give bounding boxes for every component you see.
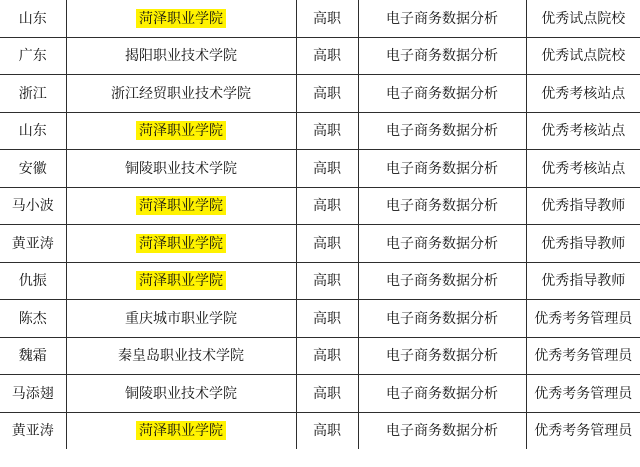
cell-award bbox=[526, 262, 640, 300]
cell-award bbox=[526, 337, 640, 375]
cell-province-or-person bbox=[0, 187, 66, 225]
cell-competition-text: 电子商务数据分析 bbox=[386, 422, 498, 439]
table-row bbox=[0, 75, 640, 113]
cell-award-text: 优秀指导教师 bbox=[541, 234, 626, 251]
cell-institution bbox=[66, 0, 296, 37]
cell-level-text: 高职 bbox=[313, 9, 341, 26]
cell-level bbox=[296, 412, 358, 449]
cell-award bbox=[526, 75, 640, 113]
cell-level bbox=[296, 375, 358, 413]
cell-competition bbox=[358, 0, 526, 37]
cell-level-text: 高职 bbox=[313, 347, 341, 364]
cell-award bbox=[526, 300, 640, 338]
cell-level-text: 高职 bbox=[313, 47, 341, 64]
cell-level-text: 高职 bbox=[313, 159, 341, 176]
cell-province-or-person-text: 山东 bbox=[18, 122, 47, 139]
cell-institution bbox=[66, 187, 296, 225]
cell-competition bbox=[358, 37, 526, 75]
cell-award-text: 优秀指导教师 bbox=[541, 272, 626, 289]
cell-competition bbox=[358, 262, 526, 300]
cell-institution-text: 菏泽职业学院 bbox=[136, 121, 226, 140]
cell-award bbox=[526, 150, 640, 188]
cell-institution bbox=[66, 75, 296, 113]
cell-institution bbox=[66, 150, 296, 188]
cell-institution-text: 菏泽职业学院 bbox=[136, 234, 226, 253]
cell-award bbox=[526, 0, 640, 37]
cell-level bbox=[296, 187, 358, 225]
cell-institution bbox=[66, 337, 296, 375]
cell-level bbox=[296, 112, 358, 150]
cell-institution bbox=[66, 225, 296, 263]
cell-award bbox=[526, 412, 640, 449]
cell-competition-text: 电子商务数据分析 bbox=[386, 272, 498, 289]
cell-competition bbox=[358, 412, 526, 449]
cell-competition-text: 电子商务数据分析 bbox=[386, 384, 498, 401]
table-row bbox=[0, 112, 640, 150]
cell-province-or-person bbox=[0, 375, 66, 413]
cell-award-text: 优秀试点院校 bbox=[541, 9, 626, 26]
table-row bbox=[0, 262, 640, 300]
cell-province-or-person-text: 陈杰 bbox=[18, 309, 47, 326]
cell-award-text: 优秀指导教师 bbox=[541, 197, 626, 214]
table-row bbox=[0, 150, 640, 188]
cell-level-text: 高职 bbox=[313, 84, 341, 101]
cell-province-or-person bbox=[0, 262, 66, 300]
cell-award-text: 优秀试点院校 bbox=[541, 47, 626, 64]
cell-award-text: 优秀考务管理员 bbox=[534, 347, 633, 364]
cell-award bbox=[526, 112, 640, 150]
cell-province-or-person-text: 安徽 bbox=[18, 159, 47, 176]
cell-institution-text: 菏泽职业学院 bbox=[136, 421, 226, 440]
cell-institution-text: 浙江经贸职业技术学院 bbox=[111, 84, 251, 101]
cell-competition bbox=[358, 225, 526, 263]
cell-province-or-person bbox=[0, 112, 66, 150]
cell-level bbox=[296, 300, 358, 338]
cell-competition-text: 电子商务数据分析 bbox=[386, 309, 498, 326]
cell-province-or-person-text: 黄亚涛 bbox=[11, 422, 54, 439]
cell-competition bbox=[358, 300, 526, 338]
cell-competition bbox=[358, 75, 526, 113]
cell-competition-text: 电子商务数据分析 bbox=[386, 159, 498, 176]
cell-province-or-person-text: 山东 bbox=[18, 9, 47, 26]
cell-award-text: 优秀考核站点 bbox=[541, 122, 626, 139]
cell-competition-text: 电子商务数据分析 bbox=[386, 84, 498, 101]
table-row bbox=[0, 412, 640, 449]
cell-level-text: 高职 bbox=[313, 197, 341, 214]
cell-award bbox=[526, 225, 640, 263]
cell-competition bbox=[358, 375, 526, 413]
cell-level bbox=[296, 337, 358, 375]
cell-province-or-person-text: 仇振 bbox=[18, 272, 47, 289]
cell-institution-text: 重庆城市职业学院 bbox=[125, 309, 237, 326]
cell-institution-text: 铜陵职业技术学院 bbox=[125, 384, 237, 401]
cell-level bbox=[296, 37, 358, 75]
cell-institution bbox=[66, 375, 296, 413]
cell-province-or-person-text: 魏霜 bbox=[18, 347, 47, 364]
cell-award-text: 优秀考务管理员 bbox=[534, 309, 633, 326]
cell-competition-text: 电子商务数据分析 bbox=[386, 347, 498, 364]
cell-province-or-person-text: 黄亚涛 bbox=[11, 234, 54, 251]
cell-province-or-person-text: 马添翅 bbox=[11, 384, 54, 401]
cell-institution-text: 揭阳职业技术学院 bbox=[125, 47, 237, 64]
cell-province-or-person-text: 广东 bbox=[18, 47, 47, 64]
cell-competition-text: 电子商务数据分析 bbox=[386, 197, 498, 214]
cell-competition-text: 电子商务数据分析 bbox=[386, 47, 498, 64]
table-row bbox=[0, 0, 640, 37]
cell-competition-text: 电子商务数据分析 bbox=[386, 122, 498, 139]
table-row bbox=[0, 225, 640, 263]
cell-province-or-person-text: 马小波 bbox=[11, 197, 54, 214]
cell-province-or-person-text: 浙江 bbox=[18, 84, 47, 101]
table-row bbox=[0, 375, 640, 413]
cell-level bbox=[296, 150, 358, 188]
cell-institution bbox=[66, 300, 296, 338]
cell-level bbox=[296, 225, 358, 263]
cell-province-or-person bbox=[0, 337, 66, 375]
cell-competition bbox=[358, 150, 526, 188]
cell-award bbox=[526, 187, 640, 225]
cell-province-or-person bbox=[0, 225, 66, 263]
cell-province-or-person bbox=[0, 300, 66, 338]
cell-institution-text: 菏泽职业学院 bbox=[136, 9, 226, 28]
cell-award bbox=[526, 37, 640, 75]
cell-award-text: 优秀考务管理员 bbox=[534, 384, 633, 401]
cell-level bbox=[296, 75, 358, 113]
table-row bbox=[0, 300, 640, 338]
cell-level-text: 高职 bbox=[313, 234, 341, 251]
cell-province-or-person bbox=[0, 412, 66, 449]
cell-level-text: 高职 bbox=[313, 272, 341, 289]
cell-level-text: 高职 bbox=[313, 422, 341, 439]
cell-institution bbox=[66, 37, 296, 75]
cell-level-text: 高职 bbox=[313, 122, 341, 139]
table-row bbox=[0, 37, 640, 75]
cell-level bbox=[296, 0, 358, 37]
cell-award-text: 优秀考务管理员 bbox=[534, 422, 633, 439]
cell-level bbox=[296, 262, 358, 300]
cell-award-text: 优秀考核站点 bbox=[541, 159, 626, 176]
cell-institution-text: 菏泽职业学院 bbox=[136, 271, 226, 290]
cell-competition bbox=[358, 337, 526, 375]
cell-competition bbox=[358, 112, 526, 150]
cell-level-text: 高职 bbox=[313, 384, 341, 401]
cell-province-or-person bbox=[0, 75, 66, 113]
cell-award bbox=[526, 375, 640, 413]
cell-competition-text: 电子商务数据分析 bbox=[386, 234, 498, 251]
cell-province-or-person bbox=[0, 150, 66, 188]
cell-award-text: 优秀考核站点 bbox=[541, 84, 626, 101]
cell-competition bbox=[358, 187, 526, 225]
cell-competition-text: 电子商务数据分析 bbox=[386, 9, 498, 26]
cell-level-text: 高职 bbox=[313, 309, 341, 326]
table-row bbox=[0, 337, 640, 375]
cell-province-or-person bbox=[0, 37, 66, 75]
cell-institution bbox=[66, 262, 296, 300]
cell-institution bbox=[66, 112, 296, 150]
cell-institution-text: 菏泽职业学院 bbox=[136, 196, 226, 215]
cell-institution-text: 铜陵职业技术学院 bbox=[125, 159, 237, 176]
cell-institution bbox=[66, 412, 296, 449]
cell-province-or-person bbox=[0, 0, 66, 37]
table-row bbox=[0, 187, 640, 225]
cell-institution-text: 秦皇岛职业技术学院 bbox=[118, 347, 244, 364]
